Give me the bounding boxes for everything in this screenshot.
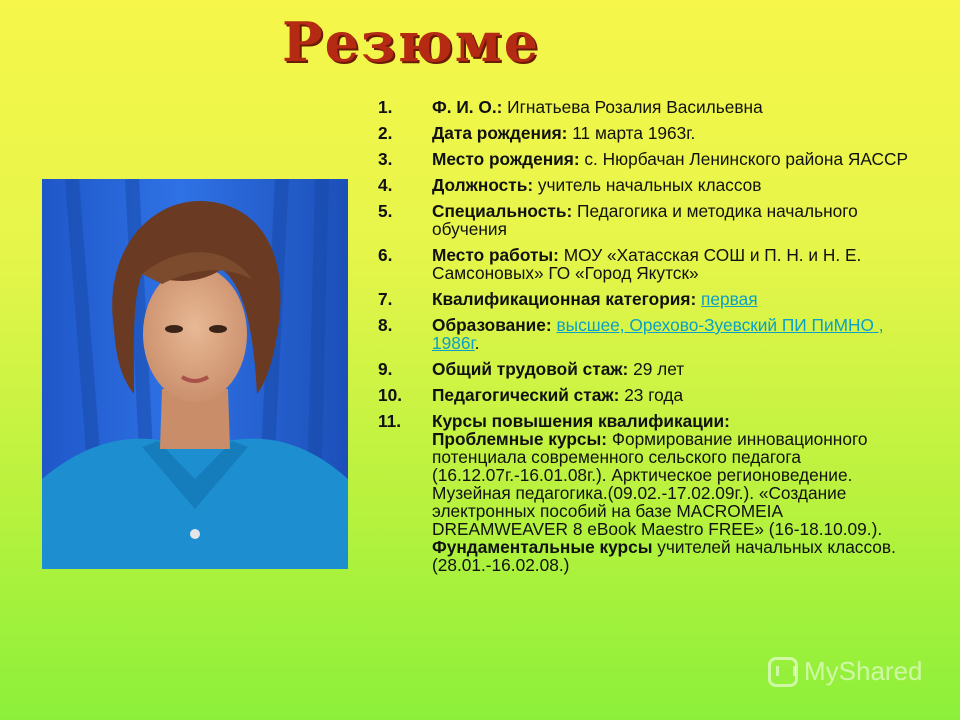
list-item xyxy=(378,386,918,404)
item-number: 11. xyxy=(378,411,402,431)
item-label: Курсы повышения квалификации: xyxy=(432,411,730,431)
item-number: 2. xyxy=(378,123,393,143)
page-title: Резюме xyxy=(282,10,541,74)
item-label: Должность: xyxy=(432,175,534,195)
item-value: 23 года xyxy=(619,385,684,405)
list-item xyxy=(378,360,918,378)
item-label: Ф. И. О.: xyxy=(432,97,503,117)
item-value: Формирование инновационного потенциала современного сельского педагога (16.12.07г.-16.01.08г.). Арктическое регионоведение. Музейная педагогика.(09.02.-17.02.09г.). «Создание электронных пособий на базе MACROMEIA DREAMWEAVER 8 eBook Maestro FREE» (16-18.10.09.). xyxy=(432,429,883,539)
item-label: Дата рождения: xyxy=(432,123,568,143)
item-value: 29 лет xyxy=(628,359,685,379)
item-number: 1. xyxy=(378,97,393,117)
myshared-logo-icon xyxy=(768,657,798,687)
item-label: Место рождения: xyxy=(432,149,580,169)
item-number: 9. xyxy=(378,359,393,379)
item-number: 4. xyxy=(378,175,393,195)
item-label: Место работы: xyxy=(432,245,559,265)
item-number: 10. xyxy=(378,385,403,405)
item-value: Педагогика и методика начального обучения xyxy=(432,201,858,239)
list-item xyxy=(378,98,918,116)
list-item xyxy=(378,412,918,574)
list-item xyxy=(378,176,918,194)
list-item xyxy=(378,246,918,282)
qualification-link[interactable]: первая xyxy=(701,289,758,309)
item-label: Образование: xyxy=(432,315,552,335)
list-item xyxy=(378,316,918,352)
portrait-photo xyxy=(42,179,348,569)
item-value: с. Нюрбачан Ленинского района ЯАССР xyxy=(579,149,908,169)
item-value: учителей начальных классов. (28.01.-16.02.08.) xyxy=(432,537,896,575)
item-number: 8. xyxy=(378,315,393,335)
item-label: Педагогический стаж: xyxy=(432,385,620,405)
education-link[interactable]: высшее, Орехово-Зуевский ПИ ПиМНО , 1986г xyxy=(432,315,884,353)
list-item xyxy=(378,150,918,168)
item-number: 7. xyxy=(378,289,393,309)
list-item xyxy=(378,202,918,238)
item-sublabel: Фундаментальные курсы xyxy=(432,537,653,557)
item-suffix: . xyxy=(474,333,480,353)
watermark-text: MyShared xyxy=(804,656,923,686)
resume-list xyxy=(378,98,918,582)
item-value: 11 марта 1963г. xyxy=(567,123,696,143)
item-label: Квалификационная категория: xyxy=(432,289,697,309)
item-label: Общий трудовой стаж: xyxy=(432,359,629,379)
item-value: учитель начальных классов xyxy=(533,175,762,195)
item-number: 6. xyxy=(378,245,393,265)
watermark xyxy=(768,656,923,687)
item-number: 5. xyxy=(378,201,393,221)
list-item xyxy=(378,124,918,142)
item-sublabel: Проблемные курсы: xyxy=(432,429,608,449)
item-value: Игнатьева Розалия Васильевна xyxy=(502,97,763,117)
item-label: Специальность: xyxy=(432,201,573,221)
list-item xyxy=(378,290,918,308)
item-number: 3. xyxy=(378,149,393,169)
item-value: МОУ «Хатасская СОШ и П. Н. и Н. Е. Самсоновых» ГО «Город Якутск» xyxy=(432,245,862,283)
